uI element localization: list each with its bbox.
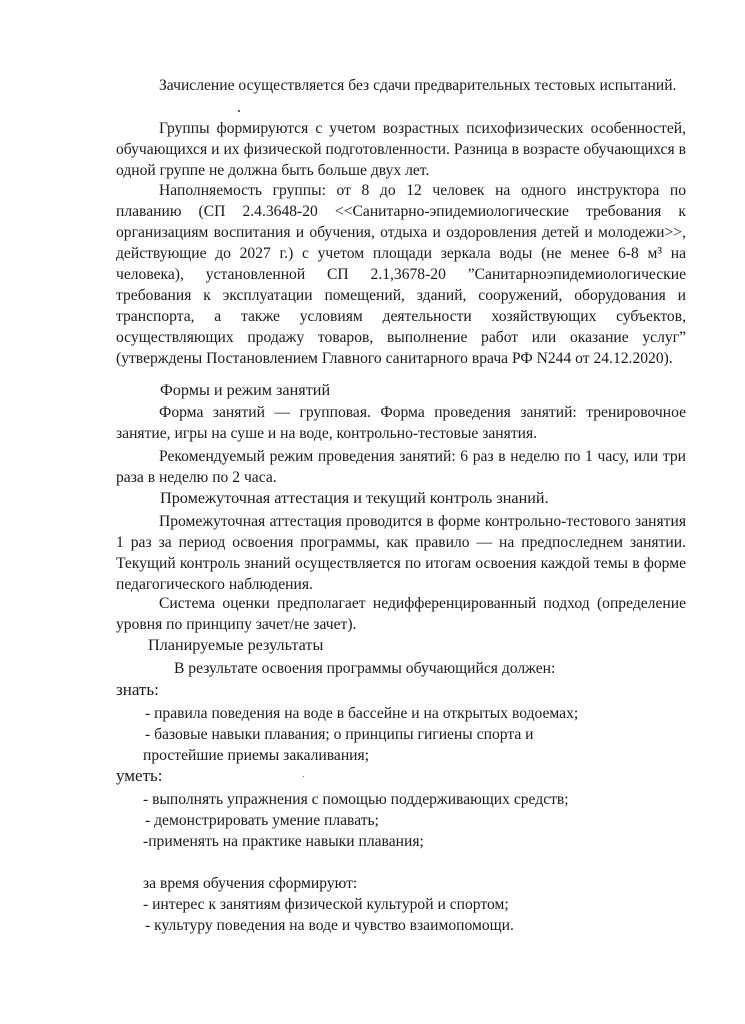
paragraph-attestation: Промежуточная аттестация проводится в форме контрольно-тестового занятия 1 раз за период освоения программы, как правило — на предпоследнем занятии. Текущий контроль знаний осуществляется по итогам освоения каждой темы в форме педагогического наблюдения. <box>116 513 686 593</box>
paragraph-enrollment: Зачисление осуществляется без сдачи предварительных тестовых испытаний. <box>159 77 677 94</box>
paragraph-groups: Группы формируются с учетом возрастных психофизических особенностей, обучающихся и их физической подготовленности. Разница в возрасте обучающихся в одной группе не должна быть больше двух лет. <box>116 120 686 179</box>
paragraph-group-size: Наполняемость группы: от 8 до 12 человек на одного инструктора по плаванию (СП 2.4.3648-20 <<Санитарно-эпидемиологические требования к организациям воспитания и обучения, отдыха и оздоровления детей и молодежи>>, действующие до 2027 г.) с учетом площади зеркала воды (не менее 6-8 м³ на человека), установленной СП 2.1,3678-20 ”Санитарноэпидемиологические требования к эксплуатации помещений, зданий, сооружений, оборудования и транспорта, а также условиям деятельности хозяйствующих субъектов, осуществляющих продажу товаров, выполнение работ или оказание услуг” (утверждены Постановлением Главного санитарного врача РФ N244 от 24.12.2020). <box>116 182 686 367</box>
label-know: знать: <box>116 680 159 699</box>
form-item-1: - интерес к занятиям физической культурой и спортом; <box>143 896 509 913</box>
scan-speck <box>303 776 304 777</box>
can-item-2: - демонстрировать умение плавать; <box>145 812 379 829</box>
heading-results: Планируемые результаты <box>148 636 324 654</box>
paragraph-form: Форма занятий — групповая. Форма проведения занятий: тренировочное занятие, игры на суше и на воде, контрольно-тестовые занятия. <box>116 404 686 442</box>
paragraph-grading: Система оценки предполагает недифференцированный подход (определение уровня по принципу зачет/не зачет). <box>116 595 686 633</box>
results-intro: В результате освоения программы обучающийся должен: <box>174 660 556 677</box>
heading-attestation: Промежуточная аттестация и текущий контроль знаний. <box>160 489 549 507</box>
scan-speck <box>238 110 240 112</box>
label-form: за время обучения сформируют: <box>143 875 358 892</box>
form-item-2: - культуру поведения на воде и чувство взаимопомощи. <box>145 917 514 934</box>
know-item-1: - правила поведения на воде в бассейне и на открытых водоемах; <box>145 705 579 722</box>
heading-forms: Формы и режим занятий <box>160 381 331 399</box>
paragraph-schedule: Рекомендуемый режим проведения занятий: 6 раз в неделю по 1 часу, или три раза в неделю по 2 часа. <box>116 448 686 486</box>
can-item-1: - выполнять упражнения с помощью поддерживающих средств; <box>143 791 569 808</box>
label-can: уметь: <box>116 766 163 785</box>
know-item-2: - базовые навыки плавания; о принципы гигиены спорта и <box>145 726 534 743</box>
know-item-2-continued: простейшие приемы закаливания; <box>143 747 370 764</box>
can-item-3: -применять на практике навыки плавания; <box>143 833 424 850</box>
